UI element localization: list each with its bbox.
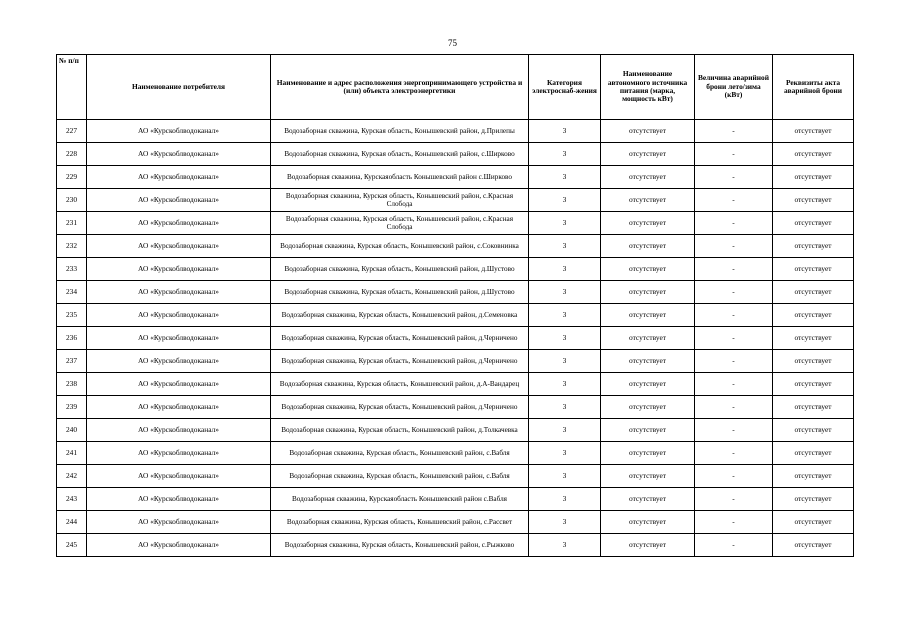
cell-power-source: отсутствует [601,327,695,350]
table-row [57,235,854,258]
cell-act: отсутствует [773,373,854,396]
cell-category: 3 [529,534,601,557]
cell-act: отсутствует [773,189,854,212]
cell-act: отсутствует [773,465,854,488]
cell-consumer: АО «Курскоблводоканал» [87,304,271,327]
cell-address: Водозаборная скважина, Курскаяобласть Конышевский район с.Ширково [271,166,529,189]
page-number: 75 [448,38,457,48]
cell-power-source: отсутствует [601,281,695,304]
cell-number: 232 [57,235,87,258]
cell-number: 236 [57,327,87,350]
cell-act: отсутствует [773,442,854,465]
cell-consumer: АО «Курскоблводоканал» [87,143,271,166]
cell-act: отсутствует [773,396,854,419]
cell-reserve: - [695,534,773,557]
cell-number: 245 [57,534,87,557]
table-header-row [57,55,854,120]
cell-number: 242 [57,465,87,488]
cell-category: 3 [529,327,601,350]
cell-number: 231 [57,212,87,235]
cell-category: 3 [529,189,601,212]
cell-category: 3 [529,212,601,235]
cell-reserve: - [695,327,773,350]
cell-power-source: отсутствует [601,350,695,373]
cell-reserve: - [695,212,773,235]
header-category: Категория электроснаб-жения [529,55,601,120]
cell-address: Водозаборная скважина, Курская область, Конышевский район, с.Вабля [271,465,529,488]
cell-address: Водозаборная скважина, Курская область, Конышевский район, д.Толкачевка [271,419,529,442]
cell-address: Водозаборная скважина, Курская область, Конышевский район, д.Семеновка [271,304,529,327]
cell-address: Водозаборная скважина, Курская область, Конышевский район, с.Соковнинка [271,235,529,258]
cell-number: 239 [57,396,87,419]
cell-category: 3 [529,419,601,442]
cell-category: 3 [529,143,601,166]
cell-power-source: отсутствует [601,189,695,212]
cell-address: Водозаборная скважина, Курская область, Конышевский район, д.Черничено [271,396,529,419]
table-row [57,304,854,327]
cell-number: 227 [57,120,87,143]
cell-consumer: АО «Курскоблводоканал» [87,235,271,258]
cell-category: 3 [529,166,601,189]
cell-consumer: АО «Курскоблводоканал» [87,511,271,534]
cell-act: отсутствует [773,258,854,281]
cell-consumer: АО «Курскоблводоканал» [87,350,271,373]
cell-reserve: - [695,511,773,534]
cell-address: Водозаборная скважина, Курская область, Конышевский район, с.Красная Слобода [271,212,529,235]
cell-consumer: АО «Курскоблводоканал» [87,258,271,281]
cell-power-source: отсутствует [601,511,695,534]
cell-category: 3 [529,120,601,143]
cell-number: 244 [57,511,87,534]
cell-reserve: - [695,442,773,465]
cell-consumer: АО «Курскоблводоканал» [87,396,271,419]
table-row [57,511,854,534]
cell-reserve: - [695,396,773,419]
header-consumer: Наименование потребителя [87,55,271,120]
cell-act: отсутствует [773,235,854,258]
cell-category: 3 [529,235,601,258]
cell-act: отсутствует [773,511,854,534]
cell-number: 233 [57,258,87,281]
cell-category: 3 [529,258,601,281]
cell-power-source: отсутствует [601,258,695,281]
cell-address: Водозаборная скважина, Курская область, Конышевский район, с.Рыжково [271,534,529,557]
table-row [57,166,854,189]
cell-power-source: отсутствует [601,120,695,143]
cell-number: 230 [57,189,87,212]
cell-address: Водозаборная скважина, Курская область, Конышевский район, д.Черничено [271,350,529,373]
cell-category: 3 [529,511,601,534]
cell-category: 3 [529,350,601,373]
cell-consumer: АО «Курскоблводоканал» [87,166,271,189]
cell-reserve: - [695,350,773,373]
table-row [57,534,854,557]
cell-reserve: - [695,120,773,143]
table-row [57,419,854,442]
header-address: Наименование и адрес расположения энергопринимающего устройства и (или) объекта электроэнергетики [271,55,529,120]
cell-reserve: - [695,488,773,511]
cell-power-source: отсутствует [601,442,695,465]
cell-reserve: - [695,258,773,281]
cell-category: 3 [529,373,601,396]
cell-reserve: - [695,235,773,258]
cell-address: Водозаборная скважина, Курская область, Конышевский район, с.Красная Слобода [271,189,529,212]
cell-consumer: АО «Курскоблводоканал» [87,465,271,488]
cell-reserve: - [695,143,773,166]
cell-address: Водозаборная скважина, Курская область, Конышевский район, с.Вабля [271,442,529,465]
cell-address: Водозаборная скважина, Курская область, Конышевский район, д.А-Вандарец [271,373,529,396]
cell-power-source: отсутствует [601,235,695,258]
cell-address: Водозаборная скважина, Курская область, Конышевский район, д.Прилепы [271,120,529,143]
cell-act: отсутствует [773,304,854,327]
table-row [57,189,854,212]
cell-act: отсутствует [773,327,854,350]
cell-category: 3 [529,442,601,465]
cell-reserve: - [695,166,773,189]
cell-act: отсутствует [773,212,854,235]
cell-address: Водозаборная скважина, Курская область, Конышевский район, д.Черничено [271,327,529,350]
cell-category: 3 [529,304,601,327]
table-row [57,350,854,373]
cell-reserve: - [695,304,773,327]
table-row [57,281,854,304]
table-row [57,488,854,511]
cell-consumer: АО «Курскоблводоканал» [87,442,271,465]
cell-number: 229 [57,166,87,189]
cell-reserve: - [695,281,773,304]
cell-power-source: отсутствует [601,488,695,511]
cell-category: 3 [529,281,601,304]
cell-address: Водозаборная скважина, Курская область, Конышевский район, д.Шустово [271,258,529,281]
table-row [57,373,854,396]
energy-reserve-table [56,54,854,557]
cell-power-source: отсутствует [601,534,695,557]
cell-power-source: отсутствует [601,396,695,419]
cell-consumer: АО «Курскоблводоканал» [87,488,271,511]
cell-act: отсутствует [773,350,854,373]
cell-reserve: - [695,373,773,396]
cell-act: отсутствует [773,534,854,557]
cell-consumer: АО «Курскоблводоканал» [87,373,271,396]
cell-number: 243 [57,488,87,511]
cell-consumer: АО «Курскоблводоканал» [87,327,271,350]
table-row [57,465,854,488]
cell-consumer: АО «Курскоблводоканал» [87,534,271,557]
cell-power-source: отсутствует [601,304,695,327]
cell-consumer: АО «Курскоблводоканал» [87,189,271,212]
cell-power-source: отсутствует [601,465,695,488]
table-row [57,143,854,166]
table-row [57,212,854,235]
cell-power-source: отсутствует [601,373,695,396]
cell-reserve: - [695,189,773,212]
cell-act: отсутствует [773,419,854,442]
cell-number: 228 [57,143,87,166]
cell-consumer: АО «Курскоблводоканал» [87,120,271,143]
header-act: Реквизиты акта аварийной брони [773,55,854,120]
cell-act: отсутствует [773,143,854,166]
cell-address: Водозаборная скважина, Курская область, Конышевский район, с.Ширково [271,143,529,166]
cell-address: Водозаборная скважина, Курскаяобласть Конышевский район с.Вабля [271,488,529,511]
cell-address: Водозаборная скважина, Курская область, Конышевский район, с.Рассвет [271,511,529,534]
cell-number: 235 [57,304,87,327]
cell-address: Водозаборная скважина, Курская область, Конышевский район, д.Шустово [271,281,529,304]
table-row [57,327,854,350]
cell-category: 3 [529,465,601,488]
cell-category: 3 [529,488,601,511]
cell-act: отсутствует [773,166,854,189]
cell-act: отсутствует [773,281,854,304]
cell-power-source: отсутствует [601,166,695,189]
cell-consumer: АО «Курскоблводоканал» [87,419,271,442]
cell-number: 241 [57,442,87,465]
cell-number: 238 [57,373,87,396]
table-row [57,442,854,465]
cell-reserve: - [695,419,773,442]
cell-reserve: - [695,465,773,488]
table-row [57,258,854,281]
header-number: № п/п [57,55,87,120]
cell-act: отсутствует [773,120,854,143]
cell-power-source: отсутствует [601,143,695,166]
cell-number: 240 [57,419,87,442]
cell-number: 234 [57,281,87,304]
cell-consumer: АО «Курскоблводоканал» [87,212,271,235]
cell-act: отсутствует [773,488,854,511]
header-power-source: Наименование автономного источника питания (марка, мощность кВт) [601,55,695,120]
cell-power-source: отсутствует [601,212,695,235]
cell-consumer: АО «Курскоблводоканал» [87,281,271,304]
cell-number: 237 [57,350,87,373]
header-reserve: Величина аварийной брони лето/зима (кВт) [695,55,773,120]
cell-power-source: отсутствует [601,419,695,442]
cell-category: 3 [529,396,601,419]
table-row [57,120,854,143]
table-row [57,396,854,419]
